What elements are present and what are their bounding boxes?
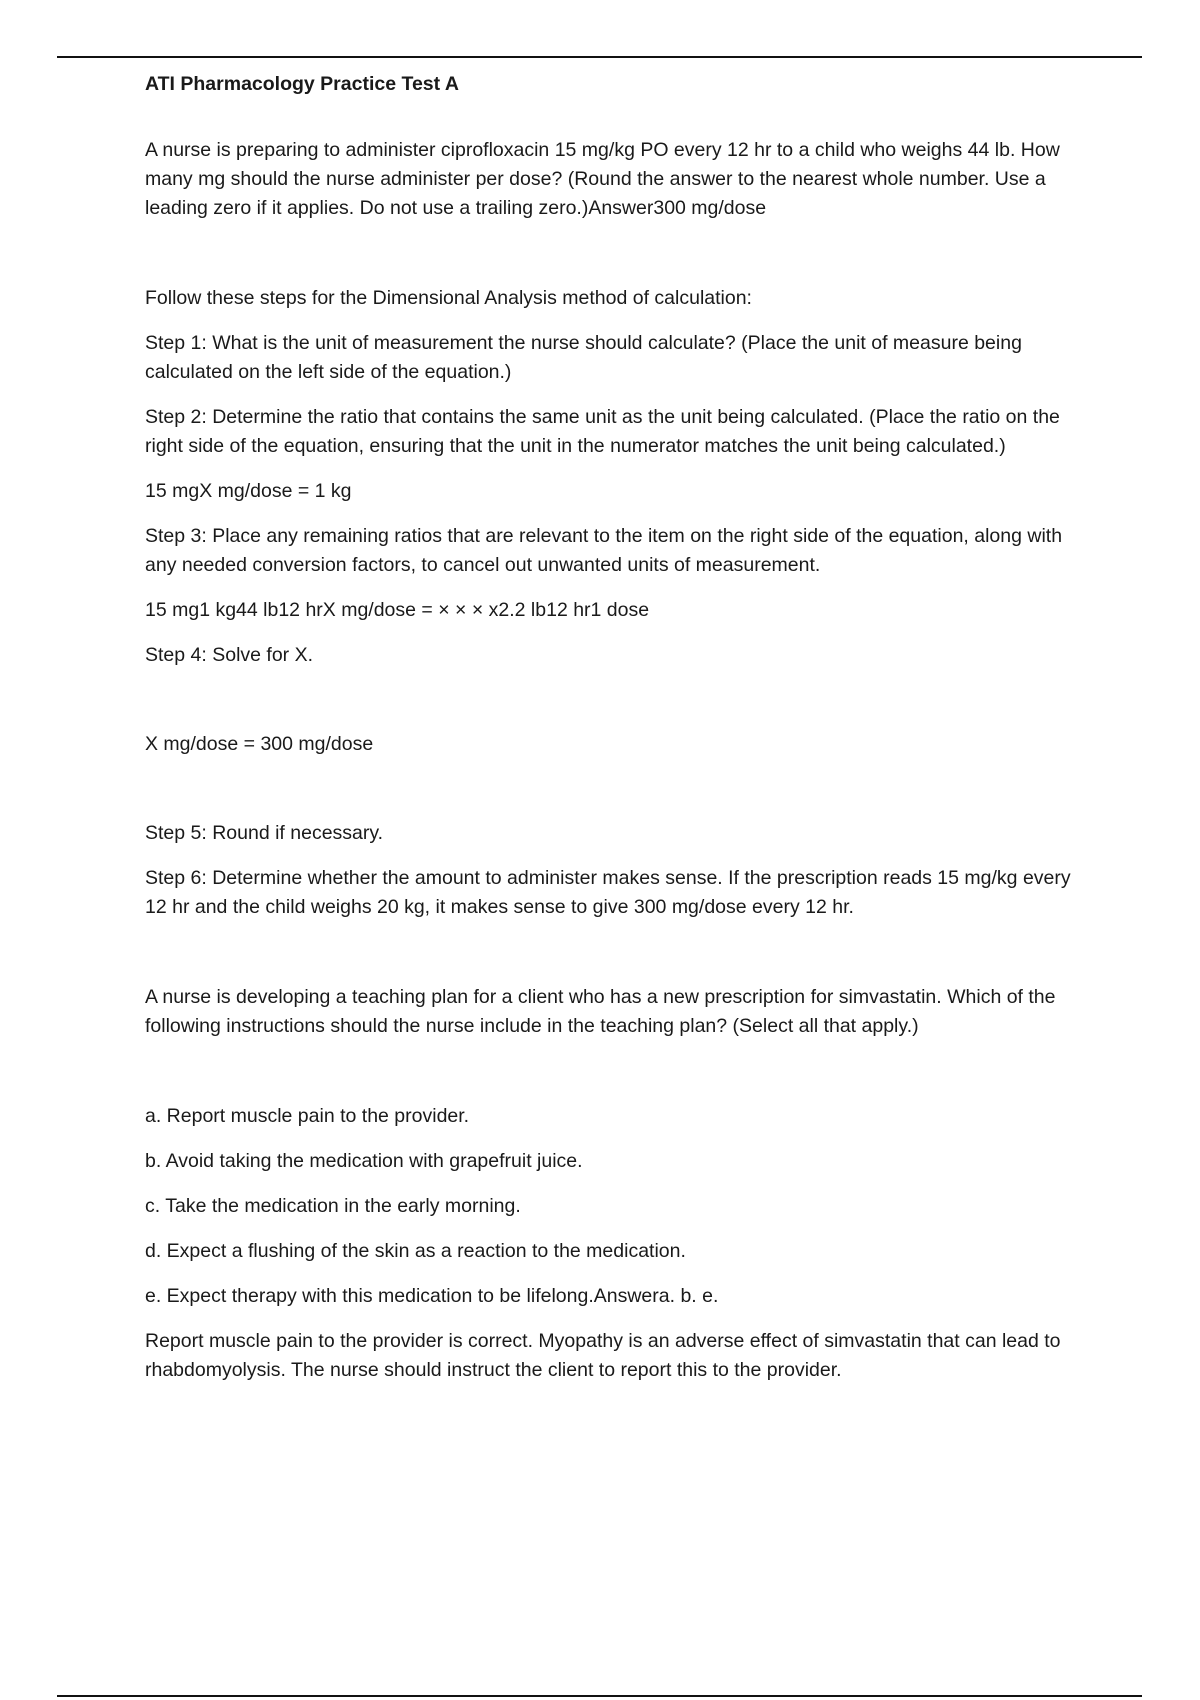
method-intro: Follow these steps for the Dimensional Analysis method of calculation: (145, 287, 752, 309)
top-rule (57, 56, 1142, 58)
equation-3: X mg/dose = 300 mg/dose (145, 733, 374, 755)
option-e: e. Expect therapy with this medication to be lifelong.Answera. b. e. (145, 1285, 719, 1307)
option-a: a. Report muscle pain to the provider. (145, 1105, 470, 1127)
document-body (145, 70, 1085, 1385)
option-b: b. Avoid taking the medication with grapefruit juice. (145, 1150, 583, 1172)
bottom-rule (57, 1695, 1142, 1697)
option-d: d. Expect a flushing of the skin as a reaction to the medication. (145, 1240, 686, 1262)
step-5: Step 5: Round if necessary. (145, 822, 384, 844)
option-c: c. Take the medication in the early morning. (145, 1195, 521, 1217)
step-6: Step 6: Determine whether the amount to administer makes sense. If the prescription reads 15 mg/kg every 12 hr and the child weighs 20 kg, it makes sense to give 300 mg/dose every 12 hr. (145, 867, 1071, 918)
step-3: Step 3: Place any remaining ratios that are relevant to the item on the right side of the equation, along with any needed conversion factors, to cancel out unwanted units of measurement. (145, 525, 1063, 576)
rationale: Report muscle pain to the provider is correct. Myopathy is an adverse effect of simvastatin that can lead to rhabdomyolysis. The nurse should instruct the client to report this to the provider. (145, 1330, 1061, 1381)
equation-2: 15 mg1 kg44 lb12 hrX mg/dose = × × × x2.2 lb12 hr1 dose (145, 599, 650, 621)
step-2: Step 2: Determine the ratio that contains the same unit as the unit being calculated. (Place the ratio on the right side of the equation, ensuring that the unit in the numerator matches the unit being calculated.) (145, 406, 1060, 457)
equation-1: 15 mgX mg/dose = 1 kg (145, 480, 352, 502)
question-2: A nurse is developing a teaching plan for a client who has a new prescription for simvastatin. Which of the following instructions should the nurse include in the teaching plan? (Select all that apply.) (145, 986, 1056, 1037)
step-4: Step 4: Solve for X. (145, 644, 314, 666)
step-1: Step 1: What is the unit of measurement the nurse should calculate? (Place the unit of measure being calculated on the left side of the equation.) (145, 332, 1022, 383)
question-1: A nurse is preparing to administer ciprofloxacin 15 mg/kg PO every 12 hr to a child who weighs 44 lb. How many mg should the nurse administer per dose? (Round the answer to the nearest whole number. Use a leading zero if it applies. Do not use a trailing zero.)Answer300 mg/dose (145, 139, 1060, 219)
document-title: ATI Pharmacology Practice Test A (145, 73, 459, 95)
